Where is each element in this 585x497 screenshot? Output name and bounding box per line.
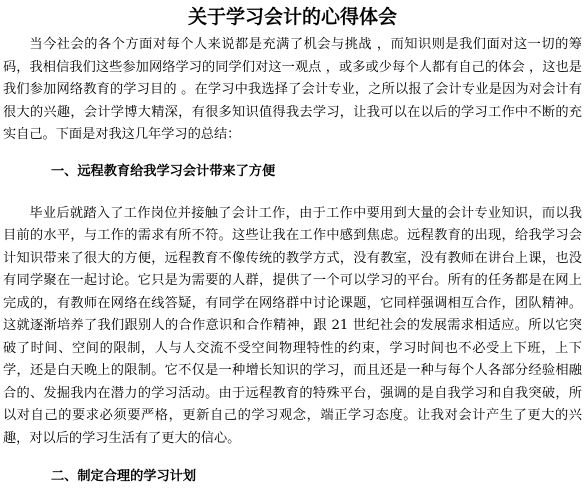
- document-title: 关于学习会计的心得体会: [187, 6, 397, 28]
- intro-paragraph: 当今社会的各个方面对每个人来说都是充满了机会与挑战 ，而知识则是我们面对这一切的筹码，我相信我们这些参加网络学习的同学们对这一观点 ，或多或少每个人都有自己的体会 ，这也是我们参加网络教育的学习目的 。在学习中我选择了会计专业，之所以报了会计专业是因为对会计有很大的兴趣，会计学博大精深，有很多知识值得我去学习，让我可以在以后的学习工作中不断的充实自己。下面是对我这几年学习的总结：: [3, 37, 582, 142]
- section-1-paragraph: 毕业后就踏入了工作岗位并接触了会计工作，由于工作中要用到大量的会计专业知识，而以我目前的水平，与工作的需求有所不符。这些让我在工作中感到焦虑。远程教育的出现，给我学习会计知识带来了很大的方便，远程教育不像传统的教学方式，没有教室，没有教师在讲台上课，也没有同学聚在一起讨论。它只是为需要的人群，提供了一个可以学习的平台。所有的任务都是在网上完成的，有教师在网络在线答疑，有同学在网络群中讨论课题，它同样强调相互合作，团队精神。这就逐渐培养了我们跟别人的合作意识和合作精神，跟 21 世纪社会的发展需求相适应。所以它突破了时间、空间的限制，人与人交流不受空间物理特性的约束，学习时间也不必受上下班，上下学，还是白天晚上的限制。它不仅是一种增长知识的学习，而且还是一种与每个人各部分经验相融合的、发掘我内在潜力的学习活动。由于远程教育的特殊平台，强调的是自我学习和自我突破，所以对自己的要求必须要严格，更新自己的学习观念，端正学习态度。让我对会计产生了更大的兴趣，对以后的学习生活有了更大的信心。: [3, 205, 582, 446]
- document-page: [3, 0, 582, 488]
- section-heading-1: 一、远程教育给我学习会计带来了方便: [51, 163, 276, 179]
- section-heading-2: 二、制定合理的学习计划: [51, 469, 197, 484]
